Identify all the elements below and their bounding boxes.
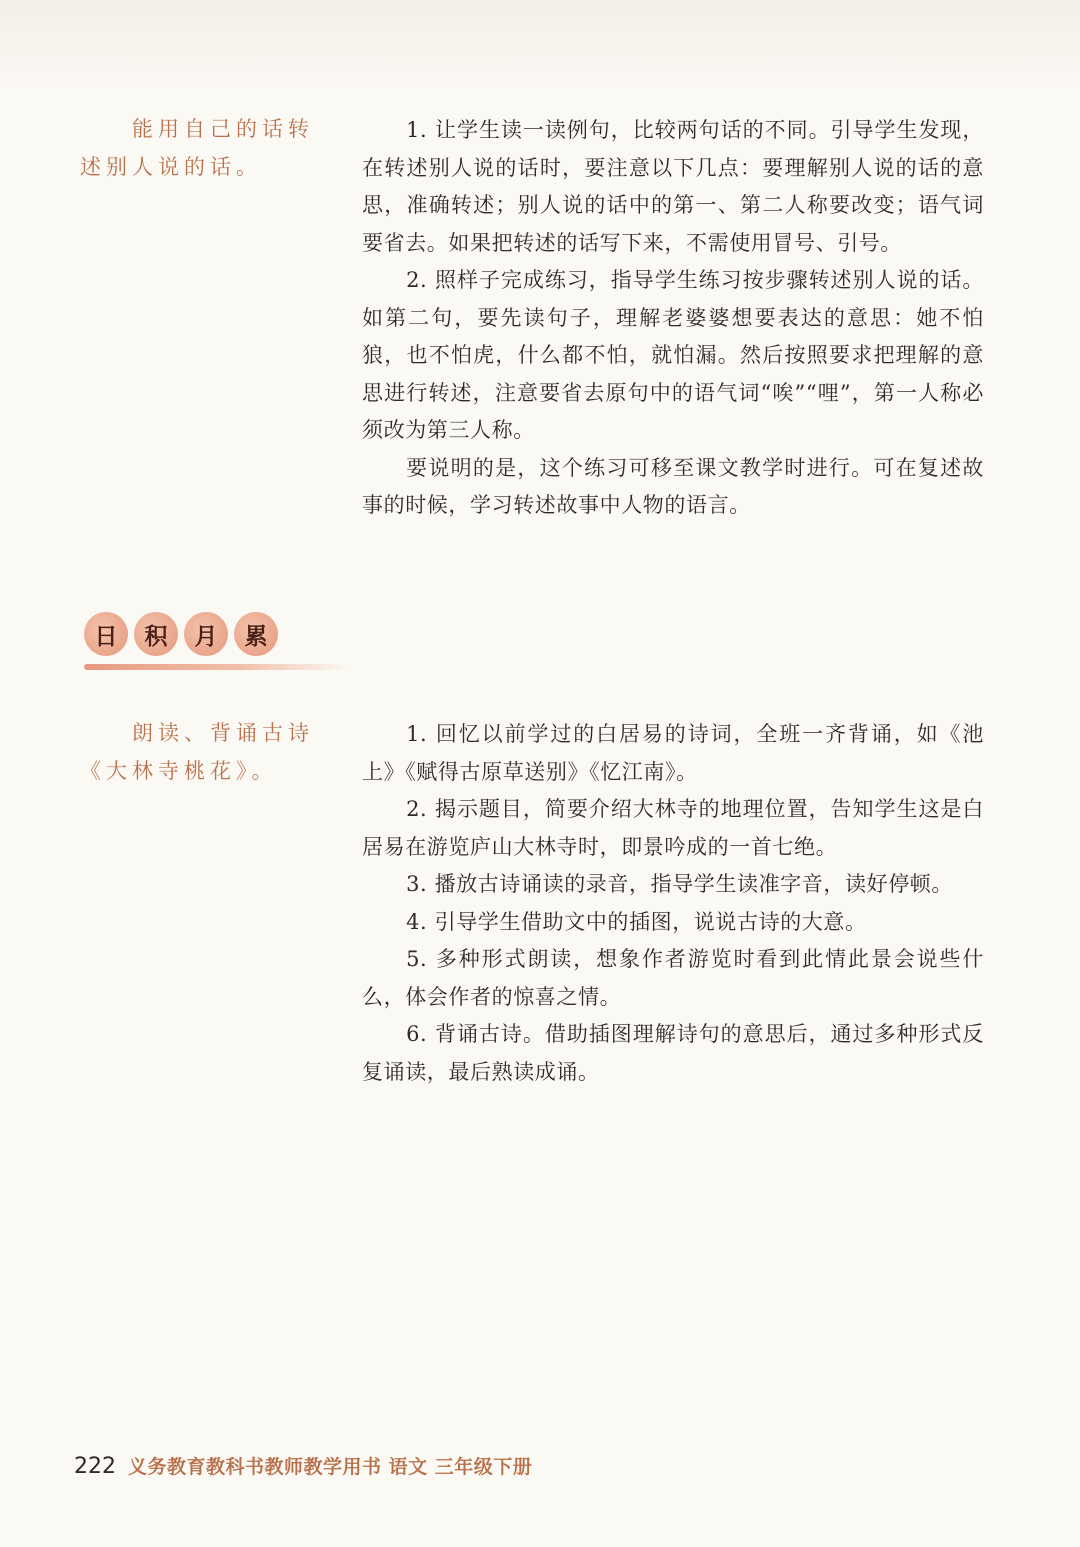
side-note-line: 朗读、背诵古诗 — [132, 721, 314, 745]
paragraph: 4. 引导学生借助文中的插图，说说古诗的大意。 — [406, 909, 867, 934]
paragraph: 3. 播放古诗诵读的录音，指导学生读准字音，读好停顿。 — [406, 872, 954, 896]
paragraph: 2. 照样子完成练习，指导学生练习按步骤转述别人说的话。如第二句，要先读句子，理解老婆婆想要表达的意思：她不怕狼，也不怕虎，什么都不怕，就怕漏。然后按照要求把理解的意思进行转述，注意要省去原句中的语气词“唉”“哩”，第一人称必须改为第三人称。 — [362, 268, 984, 442]
book-title: 义务教育教科书教师教学用书 语文 三年级下册 — [128, 1456, 533, 1478]
paragraph: 5. 多种形式朗读，想象作者游览时看到此情此景会说些什么，体会作者的惊喜之情。 — [362, 947, 984, 1009]
header-char-circle: 日 — [84, 612, 128, 656]
paragraph: 6. 背诵古诗。借助插图理解诗句的意思后，通过多种形式反复诵读，最后熟读成诵。 — [362, 1022, 984, 1084]
paragraph: 1. 让学生读一读例句，比较两句话的不同。引导学生发现，在转述别人说的话时，要注意以下几点：要理解别人说的话的意思，准确转述；别人说的话中的第一、第二人称要改变；语气词要省去。如果把转述的话写下来，不需使用冒号、引号。 — [362, 118, 984, 255]
side-note-retelling — [80, 110, 320, 186]
paragraph: 要说明的是，这个练习可移至课文教学时进行。可在复述故事的时候，学习转述故事中人物的语言。 — [362, 455, 984, 517]
poem-teaching-steps — [362, 716, 984, 1091]
page-footer — [74, 1452, 532, 1479]
side-note-line: 述别人说的话。 — [80, 155, 262, 179]
section-header-underline — [84, 664, 349, 670]
retelling-instructions — [362, 112, 984, 525]
side-note-line: 能用自己的话转 — [132, 117, 314, 141]
section-header-daily-accumulation — [84, 612, 349, 672]
header-char-circle: 累 — [234, 612, 278, 656]
side-note-line: 《大林寺桃花》。 — [80, 759, 278, 783]
side-note-poem-recitation — [80, 714, 320, 790]
header-char-circle: 月 — [184, 612, 228, 656]
header-char-circle: 积 — [134, 612, 178, 656]
paragraph: 2. 揭示题目，简要介绍大林寺的地理位置，告知学生这是白居易在游览庐山大林寺时，即景吟成的一首七绝。 — [362, 797, 984, 859]
page-number: 222 — [74, 1454, 116, 1479]
section-header-title — [84, 612, 278, 656]
paragraph: 1. 回忆以前学过的白居易的诗词，全班一齐背诵，如《池上》《赋得古原草送别》《忆江南》。 — [362, 722, 984, 784]
